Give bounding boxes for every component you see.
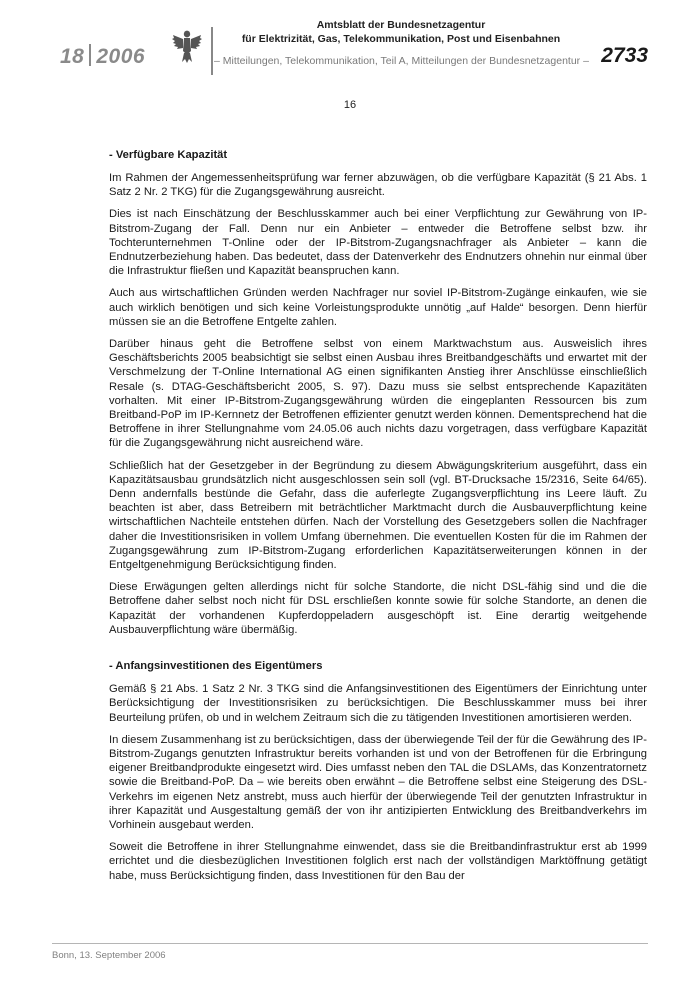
paragraph: Dies ist nach Einschätzung der Beschlusskammer auch bei einer Verpflichtung zur Gewährung von IP-Bitstrom-Zugang der Fall. Denn nur ein Anbieter – entweder die Betroffene selbst bzw. ihr Tochterunternehmen T-Online oder der IP-Bitstrom-Zugangsnachfrager als Anbieter – kann die Endnutzerbeziehung haben. Das bedeutet, dass der Datenverkehr des Endnutzers ohnehin nur einmal über die Infrastruktur fließen und Kapazität beanspruchen kann. <box>109 208 647 278</box>
footer-divider <box>52 943 648 944</box>
publication-title <box>220 18 582 46</box>
issue-number: 18 2006 <box>60 45 146 68</box>
paragraph: Diese Erwägungen gelten allerdings nicht für solche Standorte, die nicht DSL-fähig sind und die die Betroffene daher selbst noch nicht für DSL erschließen konnte sowie für solche Standorte, an denen die Kapazität der vorhandenen Kupferdoppeladern ausgeschöpft ist. Eine derartig weitgehende Ausbauverpflichtung wäre übermäßig. <box>109 581 647 636</box>
section-heading-capacity: - Verfügbare Kapazität <box>109 149 228 161</box>
inner-page-number: 16 <box>343 99 357 111</box>
paragraph: Soweit die Betroffene in ihrer Stellungnahme einwendet, dass sie die Breitbandinfrastruktur erst ab 1999 errichtet und die diesbezüglichen Investitionen folglich erst nach der vollständigen Marktöffnung getätigt habe, muss Berücksichtigung finden, dass Investitionen für den Bau der <box>109 841 647 882</box>
document-body <box>109 148 647 891</box>
footer-place-date: Bonn, 13. September 2006 <box>52 950 166 961</box>
page-header <box>0 0 700 90</box>
paragraph: Schließlich hat der Gesetzgeber in der Begründung zu diesem Abwägungskriterium ausgeführt, dass ein Kapazitätsausbau grundsätzlich nicht ausgeschlossen sein soll (vgl. BT-Drucksache 15/2316, Seite 64/65). Denn andernfalls bestünde die Gefahr, dass die auferlegte Zugangsverpflichtung ins Leere läuft. Zu beachten ist aber, dass Betreibern mit beträchtlicher Marktmacht durch die Ausbauverpflichtung keine wirtschaftlichen Nachteile entstehen dürfen. Nach der Vorstellung des Gesetzgebers sollen die Nachfrager daher die Investitionsrisiken in vollem Umfang übernehmen. Die eventuellen Kosten für die im Rahmen der Zugangsgewährung zum IP-Bitstrom-Zugang erforderlichen Kapazitätserweiterungen können in der Entgeltgenehmigung Berücksichtigung finden. <box>109 459 647 572</box>
section-heading-initial-investments: - Anfangsinvestitionen des Eigentümers <box>109 660 323 673</box>
header-divider <box>211 27 213 75</box>
paragraph: In diesem Zusammenhang ist zu berücksichtigen, dass der überwiegende Teil der für die Gewährung des IP-Bitstrom-Zugangs genutzten Infrastruktur bereits vorhanden ist und von der Betroffenen für die Erbringung eigener Breitbandprodukte eingesetzt wird. Dies umfasst neben den TAL die DSLAMs, das Konzentratornetz sowie die Breitband-PoP. Da – wie bereits oben erwähnt – die Betroffene selbst eine Steigerung des DSL-Verkehrs im eigenen Netz anstrebt, muss auch hierfür der überwiegende Teil der genutzten Infrastruktur in ihrer Kapazität und Ausgestaltung gemäß der von ihr antizipierten Entwicklung des Breitbandverkehrs im Vorhinein ausgebaut werden. <box>109 733 647 831</box>
paragraph: Im Rahmen der Angemessenheitsprüfung war ferner abzuwägen, ob die verfügbare Kapazität (§ 21 Abs. 1 Satz 2 Nr. 2 TKG) für die Zugangsgewährung ausreicht. <box>109 172 647 199</box>
paragraph: Auch aus wirtschaftlichen Gründen werden Nachfrager nur soviel IP-Bitstrom-Zugänge einkaufen, wie sie auch wirklich benötigen und sich keine Vorleistungsprodukte unnötig „auf Halde“ besorgen. Denn hierfür müssen sie an die Betroffene Entgelte zahlen. <box>109 287 647 328</box>
paragraph: Darüber hinaus geht die Betroffene selbst von einem Marktwachstum aus. Ausweislich ihres Geschäftsberichts 2005 beabsichtigt sie selbst einen Ausbau ihres Breitbandgeschäfts und erwartet mit der Verschmelzung der T-Online International AG einen signifikanten Anstieg ihrer Anschlüsse einschließlich Resale (s. DTAG-Geschäftsbericht 2005, S. 97). Dazu muss sie selbst entsprechende Kapazitäten vorhalten. Mit einer IP-Bitstrom-Zugangsgewährung würden die eingeplanten Ressourcen bis zum Breitband-PoP im IP-Kernnetz der Betroffenen effizienter genutzt werden können. Dementsprechend hat die Betroffene in ihrer Stellungnahme vom 24.05.06 auch nichts dazu vorgetragen, dass verfügbare Kapazität für die Zugangsgewährung nicht ausreichend wäre. <box>109 338 647 450</box>
federal-eagle-icon <box>172 29 202 65</box>
paragraph: Gemäß § 21 Abs. 1 Satz 2 Nr. 3 TKG sind die Anfangsinvestitionen des Eigentümers der Einrichtung unter Berücksichtigung der Investitionsrisiken zu berücksichtigen. Die Beschlusskammer muss bei ihrer Beurteilung prüfen, ob und in welchem Zeitraum sich die zu tätigenden Investitionen amortisieren werden. <box>109 683 647 724</box>
page-number: 2733 <box>601 44 648 67</box>
publication-title-line-2: für Elektrizität, Gas, Telekommunikation, Post und Eisenbahnen <box>241 33 561 45</box>
publication-subtitle: – Mitteilungen, Telekommunikation, Teil A, Mitteilungen der Bundesnetzagentur – <box>214 55 589 67</box>
publication-title-line-1: Amtsblatt der Bundesnetzagentur <box>316 19 486 31</box>
